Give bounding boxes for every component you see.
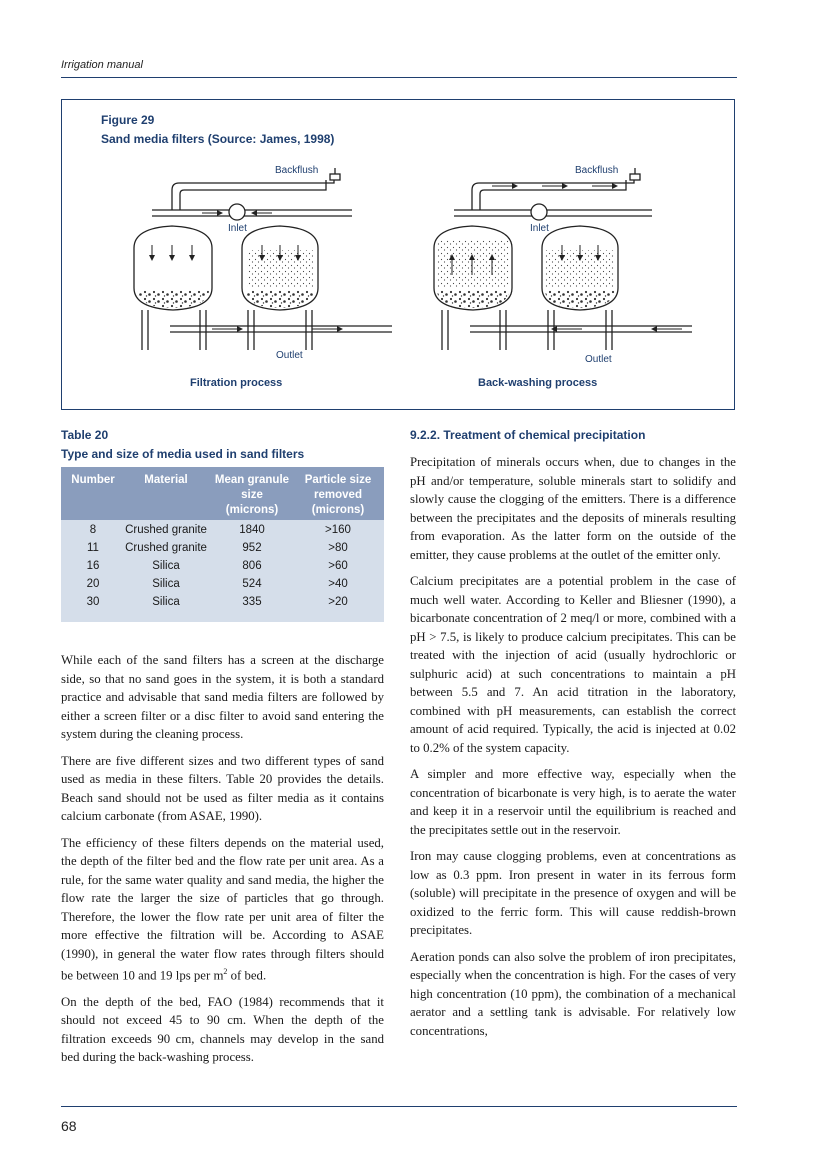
cell-granule: 952 bbox=[242, 542, 262, 554]
cell-number: 30 bbox=[86, 596, 100, 608]
table-row bbox=[61, 523, 384, 541]
left-outlet-label: Outlet bbox=[276, 350, 303, 361]
paragraph: While each of the sand filters has a screen at the discharge side, so that no sand goes in the system, it is both a standard practice and advisable that sand media filters are followed by either a screen filter or a disc filter to avoid sand entering the system during the cleaning process. bbox=[61, 653, 384, 741]
paragraph: Precipitation of minerals occurs when, due to changes in the pH and/or temperature, soluble minerals start to solidify and slowly cause the clogging of the emitters. There is a difference between the precipitates and the deposits of minerals resulting from evaporation. As the latter form on the outside of the emitter, they cause problems at the outlet of the emitter only. bbox=[410, 455, 736, 562]
table-row bbox=[61, 577, 384, 595]
right-inlet-label: Inlet bbox=[530, 223, 549, 234]
running-header: Irrigation manual bbox=[61, 59, 143, 71]
cell-granule: 524 bbox=[242, 578, 262, 590]
cell-number: 16 bbox=[86, 560, 100, 572]
header-granule-size: Mean granule size (microns) bbox=[214, 474, 290, 516]
header-rule bbox=[61, 77, 737, 78]
header-material: Material bbox=[144, 474, 188, 486]
figure-caption: Sand media filters (Source: James, 1998) bbox=[101, 132, 335, 146]
filtration-diagram bbox=[134, 168, 392, 350]
paragraph: Calcium precipitates are a potential problem in the case of much well water. According to Keller and Bliesner (1990), a bicarbonate concentration of 2 meq/l or more, combined with a pH > 7.5, is likely to produce calcium precipitates. This can be treated with the injection of acid (usually hydrochloric or sulphuric acid) at such concentrations to maintain a pH between 5.5 and 7. An acid titration in the laboratory, combined with pH measurements, can establish the correct amount of acid required. Typically, the acid is injected at 0.02 to 0.2% of the system capacity. bbox=[410, 574, 736, 755]
cell-number: 20 bbox=[86, 578, 100, 590]
figure-number: Figure 29 bbox=[101, 113, 155, 127]
left-column-text bbox=[61, 651, 384, 1067]
paragraph: On the depth of the bed, FAO (1984) recommends that it should not exceed 45 to 90 cm. When the depth of the filtration exceeds 90 cm, channels may develop in the sand bed during the back-washing process. bbox=[61, 994, 384, 1065]
cell-material: Silica bbox=[152, 596, 180, 608]
sand-filter-diagram bbox=[62, 150, 734, 365]
media-table bbox=[61, 467, 384, 622]
left-inlet-label: Inlet bbox=[228, 223, 247, 234]
cell-granule: 1840 bbox=[239, 524, 265, 536]
table-row bbox=[61, 559, 384, 577]
cell-particle: >20 bbox=[328, 596, 348, 608]
filtration-process-label: Filtration process bbox=[190, 377, 283, 389]
left-backflush-label: Backflush bbox=[275, 165, 319, 176]
cell-particle: >80 bbox=[328, 542, 348, 554]
cell-particle: >160 bbox=[325, 524, 351, 536]
section-heading: 9.2.2. Treatment of chemical precipitation bbox=[410, 428, 646, 442]
backwashing-diagram bbox=[434, 168, 692, 350]
cell-material: Crushed granite bbox=[125, 524, 207, 536]
table-row bbox=[61, 541, 384, 559]
table-number: Table 20 bbox=[61, 428, 109, 442]
page-number: 68 bbox=[61, 1118, 77, 1134]
cell-material: Silica bbox=[152, 560, 180, 572]
paragraph: Aeration ponds can also solve the problem of iron precipitates, especially when the concentration is high. For the cases of very high concentration (10 ppm), the combination of a mechanical aerator and a settling tank is advisable. For relatively low concentrations, bbox=[410, 949, 736, 1038]
right-column-text bbox=[410, 453, 736, 1040]
table-caption: Type and size of media used in sand filters bbox=[61, 447, 305, 461]
paragraph: Iron may cause clogging problems, even at concentrations as low as 0.3 ppm. Iron present in water in its ferrous form (soluble) will precipitate in the presence of oxygen and will be oxidized to the ferric form. This will cause reddish-brown precipitates. bbox=[410, 849, 736, 937]
cell-granule: 806 bbox=[242, 560, 262, 572]
cell-particle: >60 bbox=[328, 560, 348, 572]
cell-number: 11 bbox=[87, 542, 99, 554]
header-particle-size: Particle size removed (microns) bbox=[304, 474, 372, 516]
paragraph: A simpler and more effective way, especially when the concentration of bicarbonate is very high, is to aerate the water and keep it in a reservoir until the equilibrium is reached and the precipitates settle out in the reservoir. bbox=[410, 767, 736, 837]
table-row bbox=[61, 595, 384, 613]
cell-particle: >40 bbox=[328, 578, 348, 590]
right-outlet-label: Outlet bbox=[585, 354, 612, 365]
cell-number: 8 bbox=[89, 524, 97, 536]
right-backflush-label: Backflush bbox=[575, 165, 619, 176]
cell-material: Crushed granite bbox=[125, 542, 207, 554]
backwashing-process-label: Back-washing process bbox=[478, 377, 598, 389]
paragraph: The efficiency of these filters depends on the material used, the depth of the filter bed and the flow rate per unit area. As a rule, for the same water quality and sand media, the higher the flow rate the larger the size of particles that go through. Therefore, the lower the flow rate per unit area of filter the more effective the filtration will be. According to ASAE (1990), in general the water flow rates through filters should be between 10 and 19 lps per $m^2$ of bed. bbox=[61, 835, 384, 983]
header-number: Number bbox=[71, 474, 115, 486]
cell-granule: 335 bbox=[242, 596, 262, 608]
cell-material: Silica bbox=[152, 578, 180, 590]
table-header bbox=[61, 467, 384, 520]
paragraph: There are five different sizes and two different types of sand used as media in these filters. Table 20 provides the details. Beach sand should not be used as filter media as it contains calcium carbonate (from ASAE, 1990). bbox=[61, 753, 384, 823]
footer-rule bbox=[61, 1106, 737, 1107]
